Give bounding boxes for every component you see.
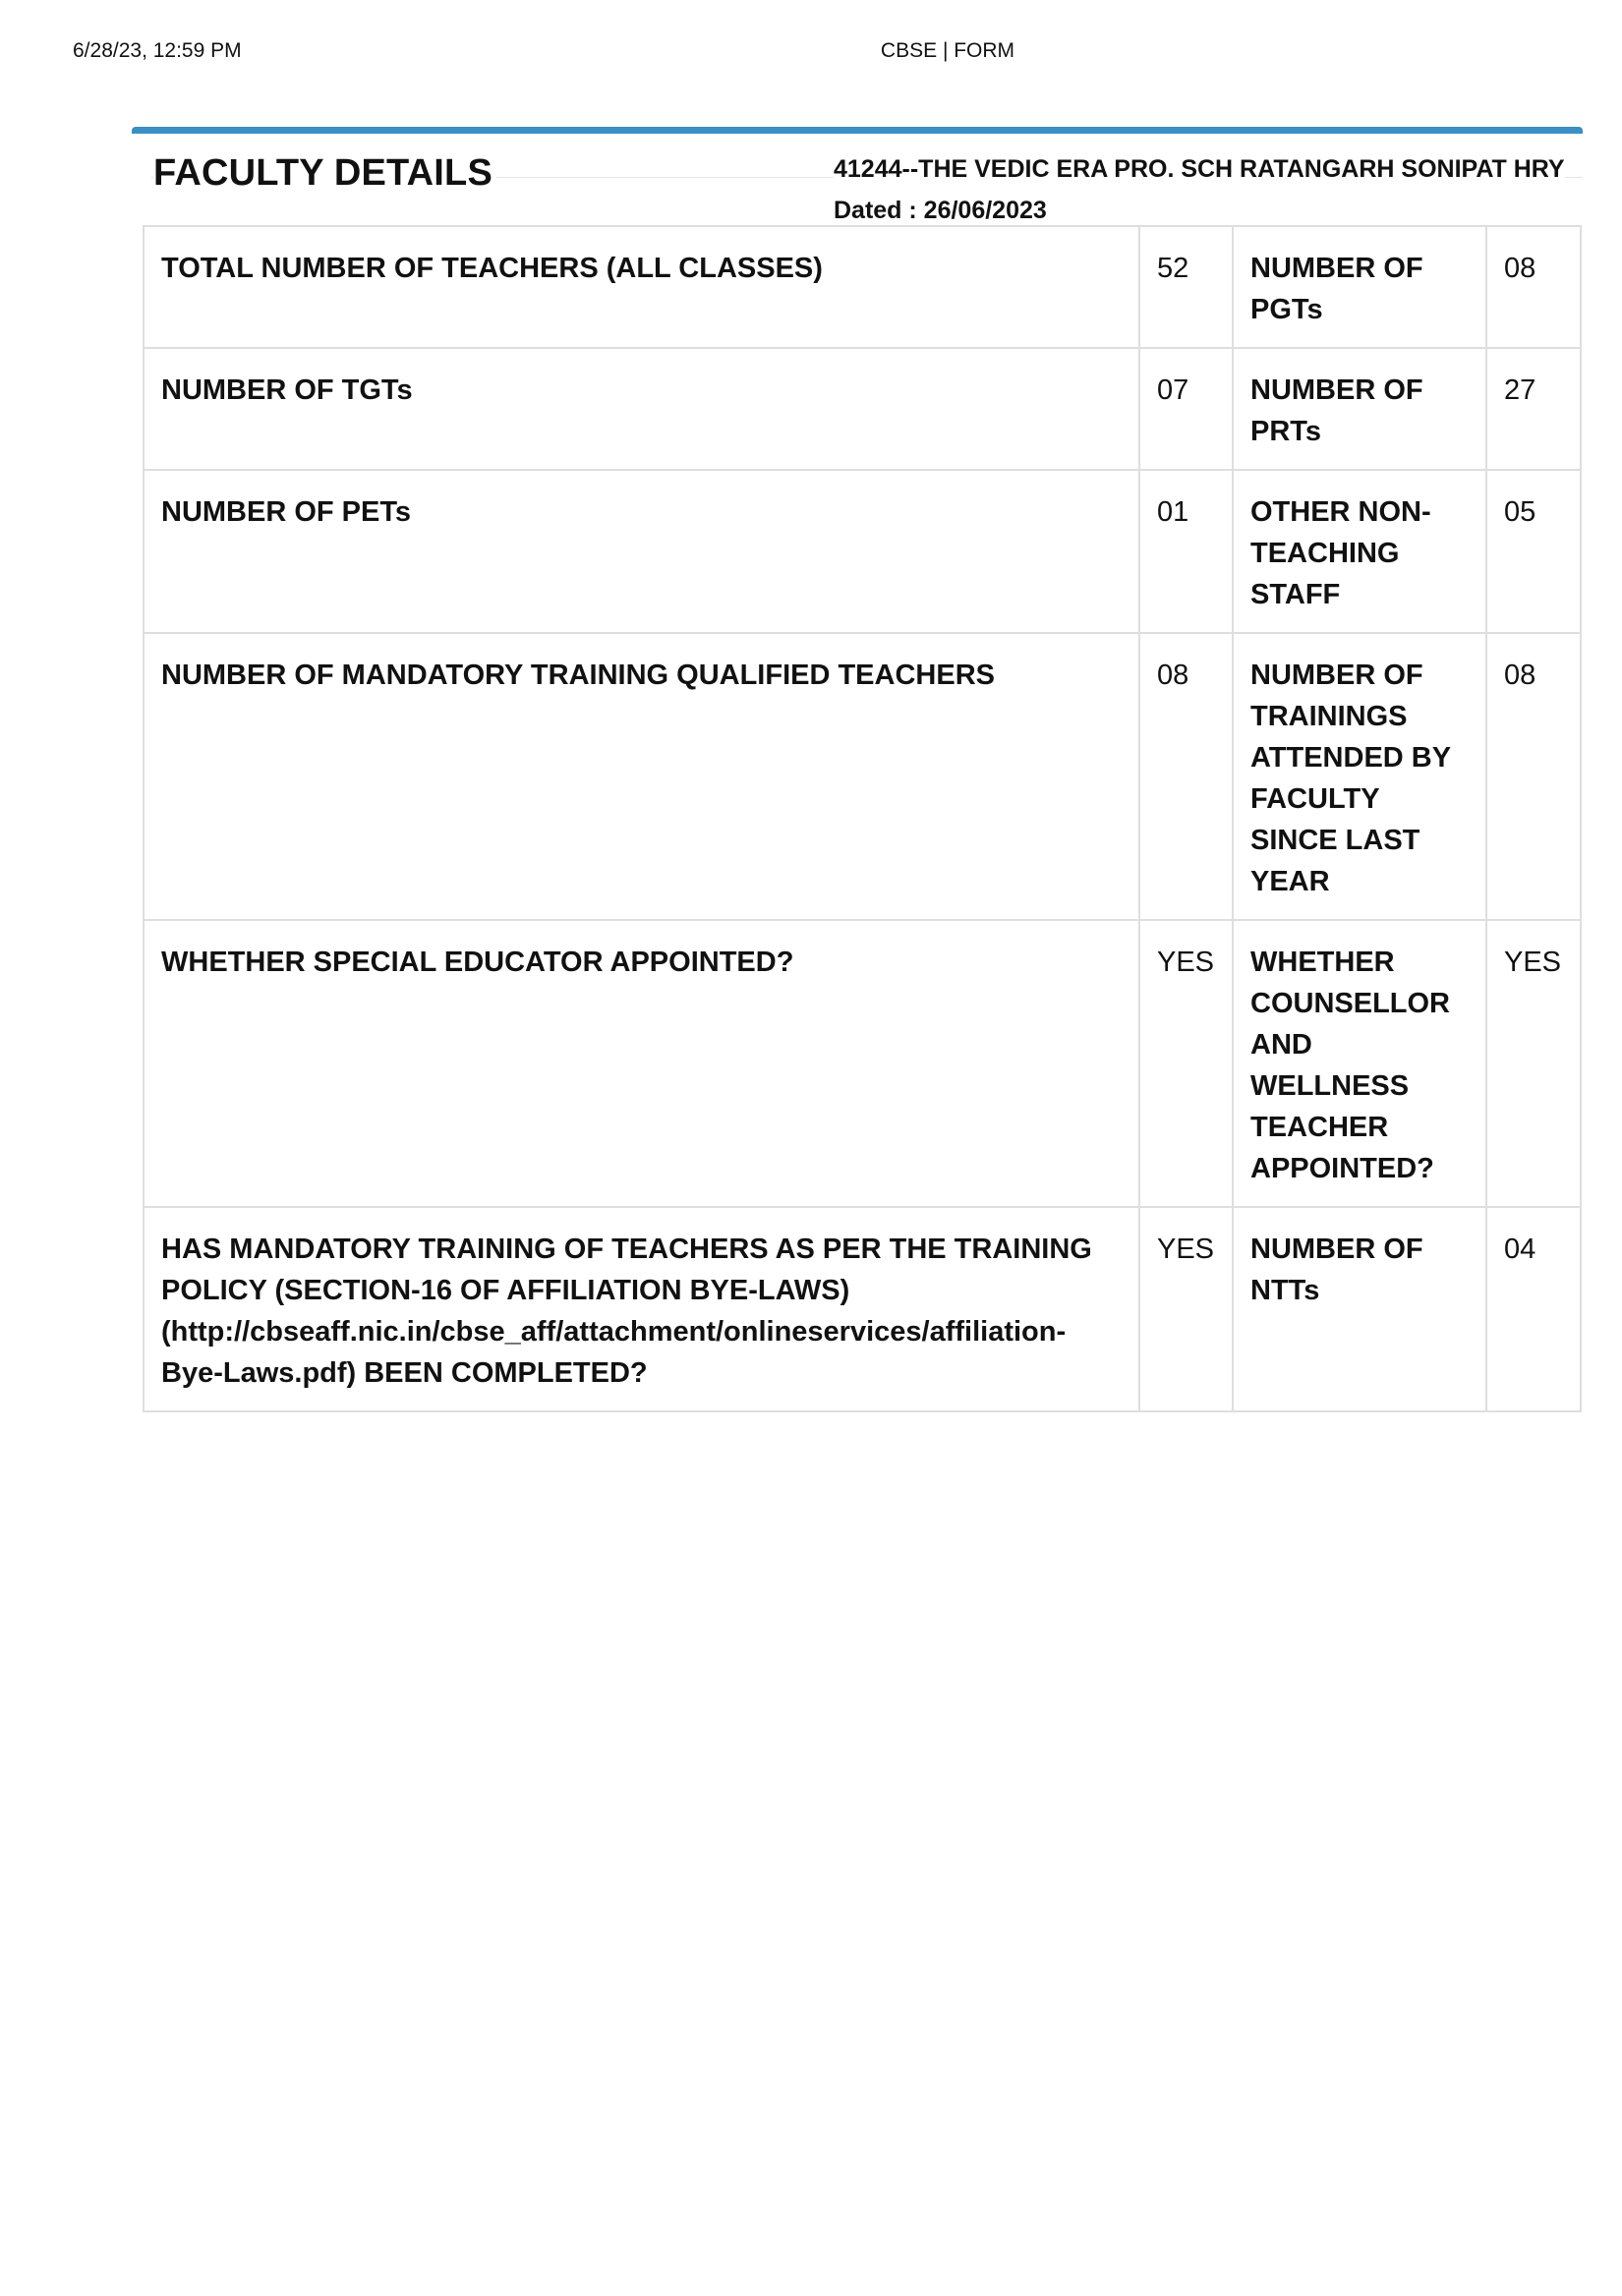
print-timestamp: 6/28/23, 12:59 PM	[73, 39, 242, 62]
faculty-details-panel	[132, 127, 1583, 228]
field-label: OTHER NON-TEACHING STAFF	[1233, 470, 1486, 633]
school-name: 41244--THE VEDIC ERA PRO. SCH RATANGARH SONIPAT HRY	[834, 155, 1565, 183]
panel-header	[132, 134, 1583, 228]
field-label: NUMBER OF PGTs	[1233, 226, 1486, 348]
dated-text: Dated : 26/06/2023	[834, 197, 1047, 224]
field-label: NUMBER OF TGTs	[144, 348, 1139, 470]
field-label: WHETHER COUNSELLOR AND WELLNESS TEACHER APPOINTED?	[1233, 920, 1486, 1207]
field-label: NUMBER OF MANDATORY TRAINING QUALIFIED TEACHERS	[144, 633, 1139, 920]
print-header	[0, 39, 1622, 69]
table-row	[144, 1207, 1581, 1411]
field-value: 08	[1139, 633, 1233, 920]
field-label: NUMBER OF NTTs	[1233, 1207, 1486, 1411]
field-value: 52	[1139, 226, 1233, 348]
field-label: NUMBER OF PETs	[144, 470, 1139, 633]
table-row	[144, 633, 1581, 920]
field-value: 04	[1486, 1207, 1581, 1411]
field-value: 01	[1139, 470, 1233, 633]
field-value: 07	[1139, 348, 1233, 470]
field-value: YES	[1139, 1207, 1233, 1411]
print-document-title: CBSE | FORM	[880, 39, 1015, 62]
table-row	[144, 920, 1581, 1207]
field-value: YES	[1139, 920, 1233, 1207]
panel-title: FACULTY DETAILS	[153, 152, 496, 195]
faculty-details-table	[143, 225, 1582, 1412]
field-value: YES	[1486, 920, 1581, 1207]
field-label: NUMBER OF TRAININGS ATTENDED BY FACULTY SINCE LAST YEAR	[1233, 633, 1486, 920]
field-value: 27	[1486, 348, 1581, 470]
table-row	[144, 348, 1581, 470]
field-value: 05	[1486, 470, 1581, 633]
field-value: 08	[1486, 226, 1581, 348]
field-label: NUMBER OF PRTs	[1233, 348, 1486, 470]
field-label: TOTAL NUMBER OF TEACHERS (ALL CLASSES)	[144, 226, 1139, 348]
field-label: HAS MANDATORY TRAINING OF TEACHERS AS PER THE TRAINING POLICY (SECTION-16 OF AFFILIATION BYE-LAWS) (http://cbseaff.nic.in/cbse_aff/attachment/onlineservices/affiliation-Bye-Laws.pdf) BEEN COMPLETED?	[144, 1207, 1139, 1411]
table-row	[144, 226, 1581, 348]
field-value: 08	[1486, 633, 1581, 920]
table-row	[144, 470, 1581, 633]
field-label: WHETHER SPECIAL EDUCATOR APPOINTED?	[144, 920, 1139, 1207]
